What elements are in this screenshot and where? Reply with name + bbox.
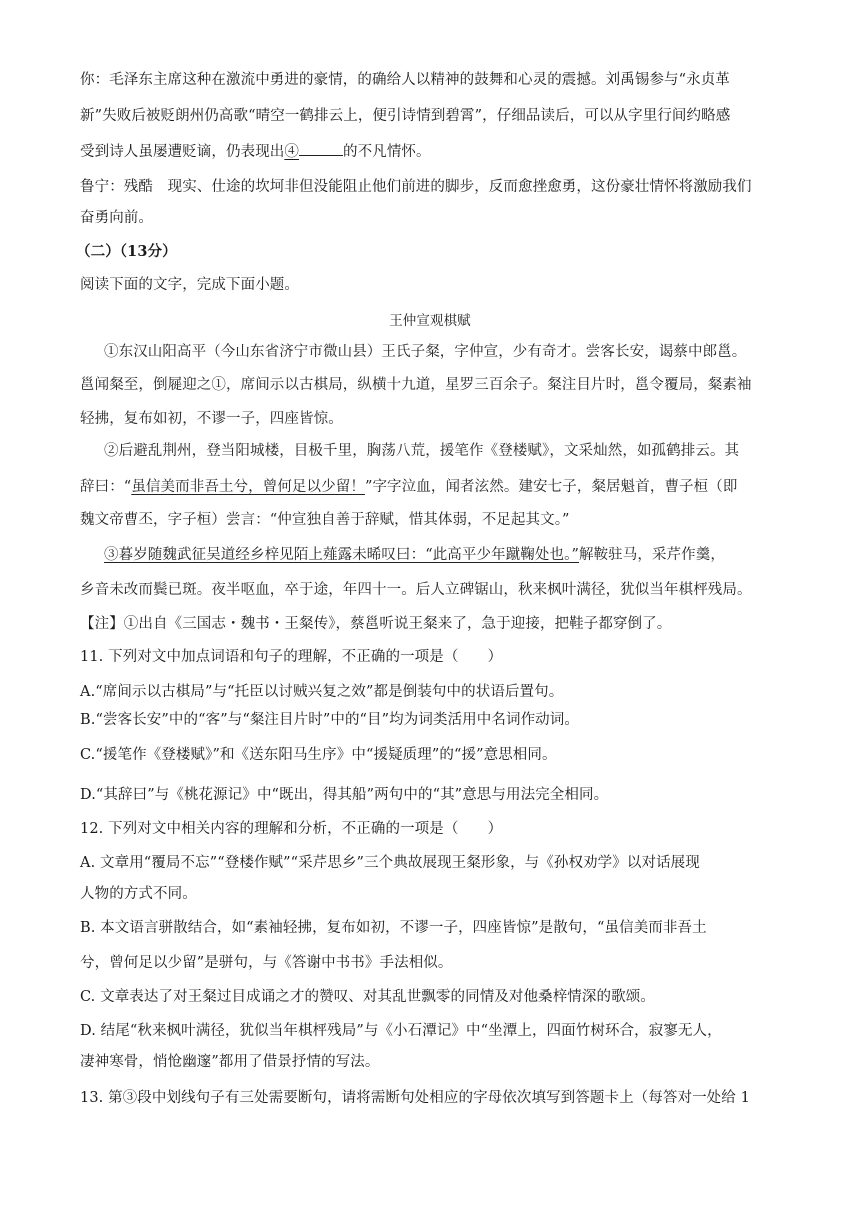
option-c: C. 文章表达了对王粲过目成诵之才的赞叹、对其乱世飘零的同情及对他桑梓情深的歌颂。 <box>80 989 655 1005</box>
option-d: D. 结尾“秋来枫叶满径，犹似当年棋枰残局”与《小石潭记》中“坐潭上，四面竹树环合，寂寥无人， <box>80 1023 722 1039</box>
option-a-cont: 人物的方式不同。 <box>80 886 197 902</box>
option-d-cont: 凄神寒骨，悄怆幽邃”都用了借景抒情的写法。 <box>80 1054 380 1070</box>
option-a: A.“席间示以古棋局”与“托臣以讨贼兴复之效”都是倒装句中的状语后置句。 <box>80 684 564 700</box>
question-11: 11. 下列对文中加点词语和句子的理解，不正确的一项是（ ） <box>80 649 503 665</box>
option-a: A. 文章用“覆局不忘”“登楼作赋”“采芹思乡”三个典故展现王粲形象，与《孙权劝学》以对话展现 <box>80 855 700 871</box>
passage-line <box>104 545 780 565</box>
passage-line: 乡音未改而鬓已斑。夜半呕血，卒于途，年四十一。后人立碑锯山，秋来枫叶满径，犹似当年棋枰残局。 <box>80 582 752 598</box>
passage-line: 轻拂，复布如初，不谬一子，四座皆惊。 <box>80 411 343 427</box>
passage-text: ”字字泣血，闻者泫然。建安七子，粲居魁首，曹子桓（即 <box>364 479 738 495</box>
passage-line <box>80 477 780 497</box>
dialogue-text: 的不凡情怀。 <box>343 144 431 160</box>
blank-number: ④ <box>284 144 300 160</box>
footnote: 【注】①出自《三国志・魏书・王粲传》，蔡邕听说王粲来了，急于迎接，把鞋子都穿倒了。 <box>80 616 672 632</box>
question-12: 12. 下列对文中相关内容的理解和分析，不正确的一项是（ ） <box>80 821 503 837</box>
dialogue-text: 受到诗人虽屡遭贬谪，仍表现出 <box>80 144 285 160</box>
passage-text: 辞曰：“ <box>80 479 132 495</box>
dialogue-line: 奋勇向前。 <box>80 210 153 226</box>
passage-line: ①东汉山阳高平（今山东省济宁市微山县）王氏子粲，字仲宣，少有奇才。尝客长安，谒蔡中郎邕。 <box>104 344 747 360</box>
section-instruction: 阅读下面的文字，完成下面小题。 <box>80 277 299 293</box>
section-heading: （二）（13分） <box>76 243 177 260</box>
dialogue-line: 新”失败后被贬朗州仍高歌“晴空一鹤排云上，便引诗情到碧霄”，仔细品读后，可以从字里行间约略感 <box>80 108 731 124</box>
option-c: C.“援笔作《登楼赋》”和《送东阳马生序》中“援疑质理”的“援”意思相同。 <box>80 747 557 763</box>
underlined-sentence: 虽信美而非吾土兮，曾何足以少留！ <box>131 479 365 495</box>
answer-blank <box>299 143 343 156</box>
passage-text: 解鞍驻马，采芹作羹， <box>578 547 725 563</box>
option-b: B.“尝客长安”中的“客”与“粲注目片时”中的“目”均为词类活用中名词作动词。 <box>80 712 579 728</box>
dialogue-line <box>80 142 780 162</box>
passage-line: 魏文帝曹丕，字子桓）尝言：“仲宣独自善于辞赋，惜其体弱，不足起其文。” <box>80 512 570 528</box>
question-13: 13. 第③段中划线句子有三处需要断句，请将需断句处相应的字母依次填写到答题卡上（每答对一处给 1 <box>80 1090 750 1106</box>
underlined-sentence: ③暮岁随魏武征吴道经乡梓见陌上薤露未晞叹曰：“此高平少年蹴鞠处也。” <box>104 547 579 563</box>
option-d: D.“其辞曰”与《桃花源记》中“既出，得其船”两句中的“其”意思与用法完全相同。 <box>80 787 609 803</box>
passage-line: ②后避乱荆州，登当阳城楼，目极千里，胸荡八荒，援笔作《登楼赋》，文采灿然，如孤鹤排云。其 <box>104 443 740 459</box>
option-b: B. 本文语言骈散结合，如“素袖轻拂，复布如初，不谬一子，四座皆惊”是散句，“虽信美而非吾土 <box>80 920 707 936</box>
dialogue-line: 你：毛泽东主席这种在激流中勇进的豪情，的确给人以精神的鼓舞和心灵的震撼。刘禹锡参与“永贞革 <box>80 72 730 88</box>
passage-line: 邕闻粲至，倒屣迎之①，席间示以古棋局，纵横十九道，星罗三百余子。粲注目片时，邕令覆局，粲素袖 <box>80 377 752 393</box>
passage-title: 王仲宣观棋赋 <box>389 313 471 329</box>
dialogue-line: 鲁宁：残酷 现实、仕途的坎坷非但没能阻止他们前进的脚步，反而愈挫愈勇，这份豪壮情怀将激励我们 <box>80 179 752 195</box>
option-b-cont: 兮，曾何足以少留”是骈句，与《答谢中书书》手法相似。 <box>80 955 453 971</box>
